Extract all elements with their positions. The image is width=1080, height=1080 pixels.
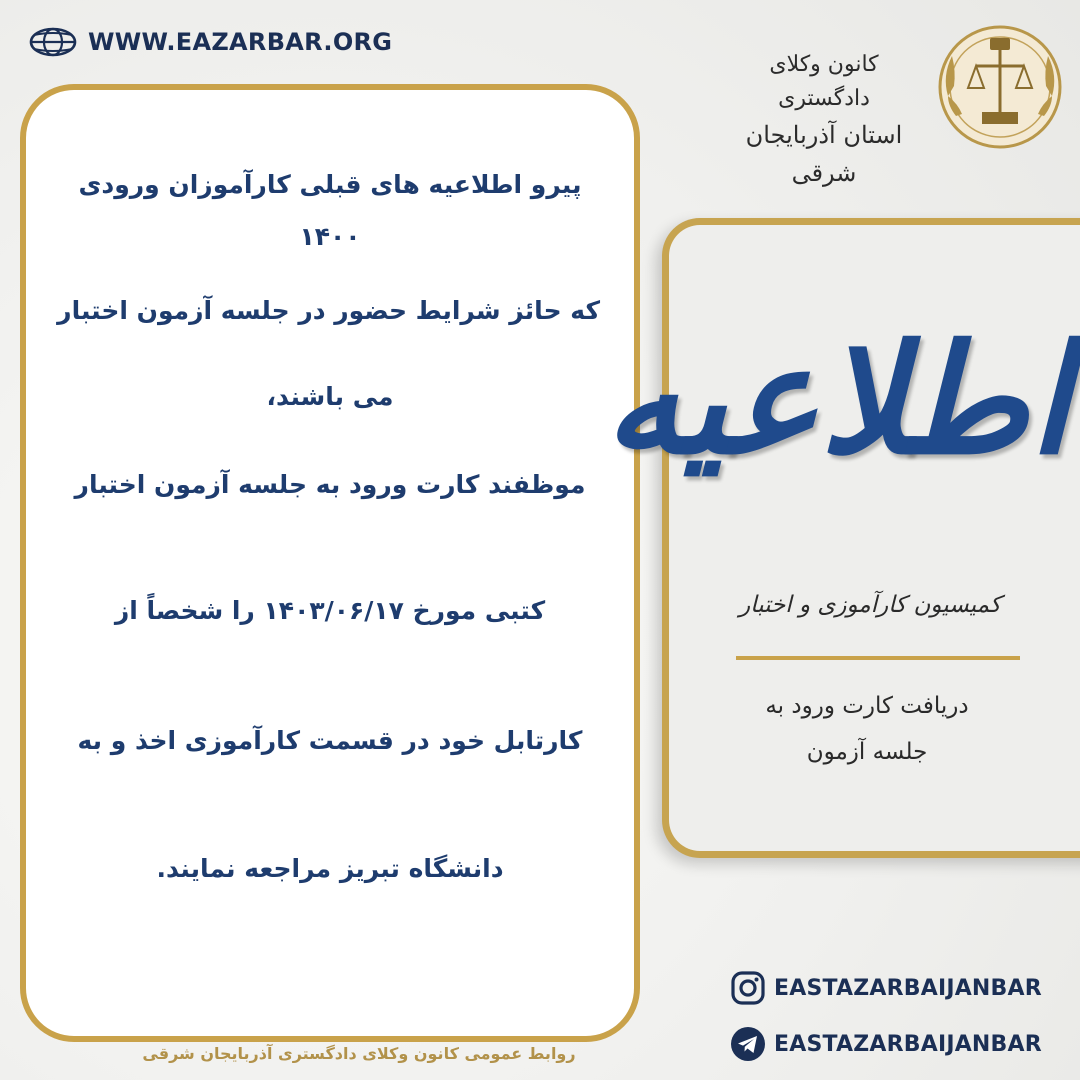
telegram-handle[interactable] bbox=[730, 1024, 1042, 1064]
telegram-handle-text[interactable]: EASTAZARBAIJANBAR bbox=[774, 1031, 1042, 1057]
organization-name bbox=[724, 48, 924, 192]
notice-line: می باشند، bbox=[266, 382, 394, 411]
gold-divider bbox=[736, 656, 1020, 660]
instagram-icon bbox=[730, 970, 766, 1006]
notice-line: دانشگاه تبریز مراجعه نمایند. bbox=[156, 854, 504, 883]
website-header bbox=[28, 24, 392, 60]
notice-line: که حائز شرایط حضور در جلسه آزمون اختبار bbox=[57, 296, 600, 325]
announcement-title-text: اطلاعیه bbox=[604, 312, 1070, 488]
announcement-subtitle-line2: جلسه آزمون bbox=[806, 739, 928, 765]
notice-line: پیرو اطلاعیه های قبلی کارآموزان ورودی bbox=[78, 170, 582, 199]
globe-icon bbox=[28, 27, 78, 57]
notice-line: کارتابل خود در قسمت کارآموزی اخذ و به bbox=[77, 726, 583, 755]
organization-name-line1: کانون وکلای دادگستری bbox=[769, 52, 879, 111]
footer-credit: روابط عمومی کانون وکلای دادگستری آذربایجان شرقی bbox=[142, 1044, 576, 1063]
notice-line: کتبی مورخ ۱۴۰۳/۰۶/۱۷ را شخصاً از bbox=[114, 596, 546, 625]
instagram-handle-text[interactable]: EASTAZARBAIJANBAR bbox=[774, 975, 1042, 1001]
telegram-icon bbox=[730, 1026, 766, 1062]
instagram-handle[interactable] bbox=[730, 968, 1042, 1008]
organization-name-line2: استان آذربایجان شرقی bbox=[745, 121, 903, 187]
notice-line: موظفند کارت ورود به جلسه آزمون اختبار bbox=[74, 470, 586, 499]
announcement-subtitle-line1: دریافت کارت ورود به bbox=[765, 693, 969, 719]
website-url[interactable]: WWW.EAZARBAR.ORG bbox=[88, 28, 393, 56]
announcement-title bbox=[604, 270, 1070, 570]
commission-name: کمیسیون کارآموزی و اختبار bbox=[739, 592, 1001, 618]
notice-line: ۱۴۰۰ bbox=[299, 222, 361, 251]
announcement-subtitle bbox=[690, 683, 1044, 775]
bar-association-emblem-icon bbox=[934, 16, 1066, 158]
